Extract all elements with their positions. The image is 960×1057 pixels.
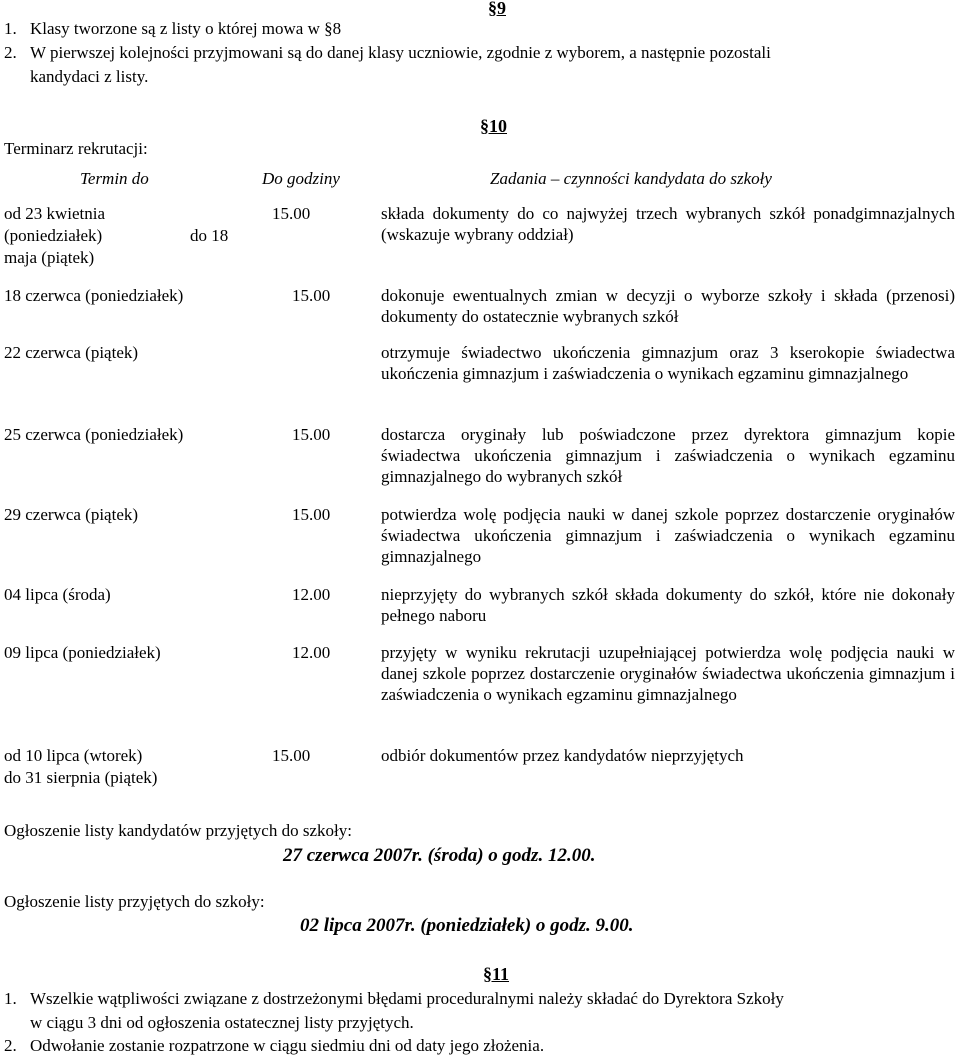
table-cell-date: 04 lipca (środa) (4, 585, 111, 604)
column-header-time: Do godziny (262, 169, 340, 188)
list-item-continuation: kandydaci z listy. (30, 67, 149, 86)
table-cell-time: 15.00 (292, 425, 331, 444)
section-10-heading: §10 (480, 116, 507, 136)
table-cell-time: 12.00 (292, 643, 331, 662)
table-cell-time: 12.00 (292, 585, 331, 604)
section-9-heading: §9 (488, 0, 506, 18)
table-cell-time: 15.00 (272, 746, 311, 765)
table-cell-task: odbiór dokumentów przez kandydatów nieprzyjętych (381, 746, 744, 765)
table-cell-date: do 31 sierpnia (piątek) (4, 768, 158, 787)
table-cell-task: dokonuje ewentualnych zmian w decyzji o wyborze szkoły i składa (przenosi) dokumenty do ostatecznie wybranych szkół (381, 286, 955, 326)
table-cell-date: 18 czerwca (poniedziałek) (4, 286, 184, 305)
section-11-heading: §11 (483, 964, 510, 984)
table-cell-task: składa dokumenty do co najwyżej trzech wybranych szkół ponadgimnazjalnych (wskazuje wybrany oddział) (381, 204, 955, 244)
table-cell-date: 22 czerwca (piątek) (4, 343, 139, 362)
table-cell-task: potwierdza wolę podjęcia nauki w danej szkole poprzez dostarczenie oryginałów świadectwa ukończenia gimnazjum i zaświadczenia o wynikach egzaminu gimnazjalnego (381, 505, 955, 566)
list-item: 1. Klasy tworzone są z listy o której mowa w §8 (4, 19, 342, 38)
table-cell-task: przyjęty w wyniku rekrutacji uzupełniającej potwierdza wolę podjęcia nauki w danej szkole poprzez dostarczenie oryginałów świadectwa ukończenia gimnazjum i zaświadczenia o wynikach egzaminu gimnazjalnego (381, 643, 955, 704)
schedule-intro: Terminarz rekrutacji: (4, 139, 148, 158)
table-cell-date: 25 czerwca (poniedziałek) (4, 425, 184, 444)
table-cell-task: nieprzyjęty do wybranych szkół składa dokumenty do szkół, które nie dokonały pełnego naboru (381, 585, 955, 625)
table-cell-time: 15.00 (272, 204, 311, 223)
table-cell-time: 15.00 (292, 286, 331, 305)
table-cell-task: dostarcza oryginały lub poświadczone przez dyrektora gimnazjum kopie świadectwa ukończenia gimnazjum i zaświadczenia o wynikach egzaminu gimnazjalnego do wybranych szkół (381, 425, 955, 486)
list-item: 2. Odwołanie zostanie rozpatrzone w ciągu siedmiu dni od daty jego złożenia. (4, 1036, 545, 1055)
list-item-continuation: w ciągu 3 dni od ogłoszenia ostatecznej listy przyjętych. (30, 1013, 414, 1032)
table-cell-date: 09 lipca (poniedziałek) (4, 643, 161, 662)
table-cell-time: 15.00 (292, 505, 331, 524)
table-cell-date: maja (piątek) (4, 248, 95, 267)
announcement-label: Ogłoszenie listy przyjętych do szkoły: (4, 892, 265, 911)
table-cell-date: do 18 (190, 226, 229, 245)
table-cell-date: (poniedziałek) (4, 226, 103, 245)
column-header-date: Termin do (80, 169, 149, 188)
announcement-date: 27 czerwca 2007r. (środa) o godz. 12.00. (283, 845, 596, 866)
list-item: 1. Wszelkie wątpliwości związane z dostrzeżonymi błędami proceduralnymi należy składać do Dyrektora Szkoły (4, 989, 784, 1008)
column-header-task: Zadania – czynności kandydata do szkoły (490, 169, 772, 188)
announcement-label: Ogłoszenie listy kandydatów przyjętych do szkoły: (4, 821, 352, 840)
table-cell-task: otrzymuje świadectwo ukończenia gimnazjum oraz 3 kserokopie świadectwa ukończenia gimnazjum i zaświadczenia o wynikach egzaminu gimnazjalnego (381, 343, 955, 383)
announcement-date: 02 lipca 2007r. (poniedziałek) o godz. 9.00. (300, 915, 634, 936)
list-item: 2. W pierwszej kolejności przyjmowani są do danej klasy uczniowie, zgodnie z wyborem, a następnie pozostali (4, 43, 771, 62)
table-cell-date: 29 czerwca (piątek) (4, 505, 139, 524)
table-cell-date: od 10 lipca (wtorek) (4, 746, 143, 765)
table-cell-date: od 23 kwietnia (4, 204, 106, 223)
